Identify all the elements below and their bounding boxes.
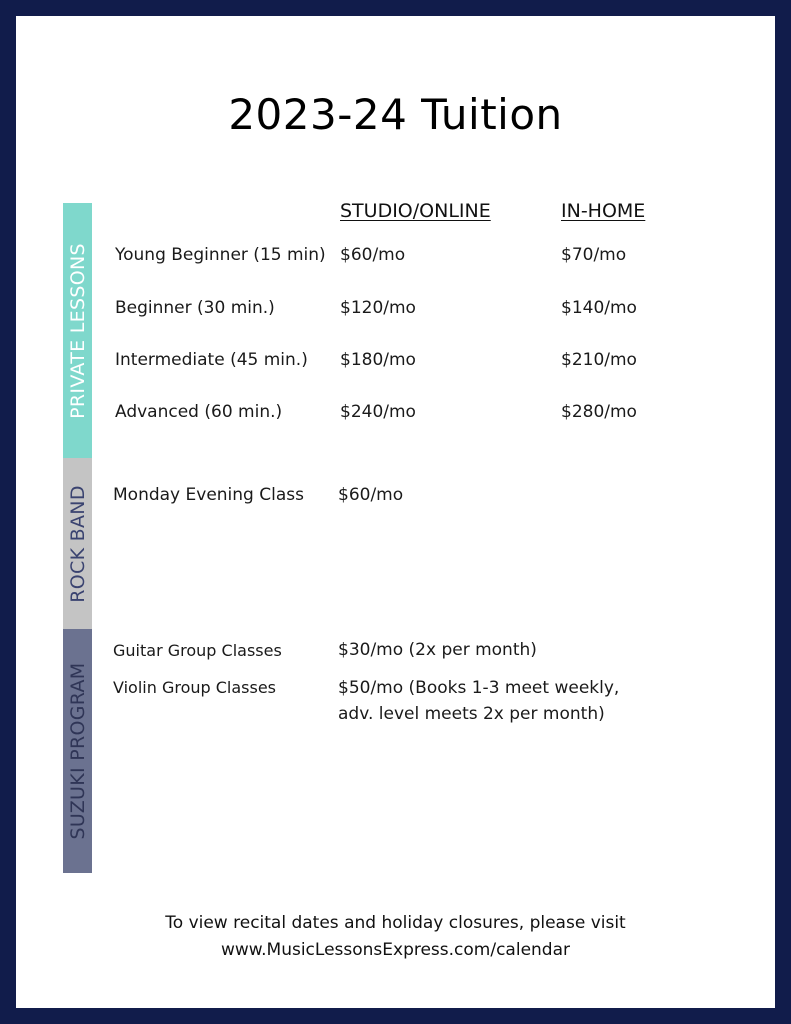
tuition-sheet — [16, 16, 775, 1008]
lesson-name: Young Beginner (15 min) — [115, 245, 326, 265]
lesson-name: Advanced (60 min.) — [115, 402, 283, 422]
price-in-home: $70/mo — [561, 245, 627, 265]
price-studio: $60/mo — [338, 485, 404, 505]
class-price: $30/mo (2x per month) — [338, 640, 537, 660]
class-price: $50/mo (Books 1-3 meet weekly, adv. level meets 2x per month) — [338, 678, 620, 724]
column-header-studio-online: STUDIO/ONLINE — [340, 200, 491, 222]
band-label-suzuki-program: SUZUKI PROGRAM — [66, 662, 89, 840]
band-label-private-lessons: PRIVATE LESSONS — [66, 242, 89, 419]
price-studio: $240/mo — [340, 402, 416, 422]
footer-note: To view recital dates and holiday closures, please visit — [165, 913, 626, 933]
band-label-rock-band: ROCK BAND — [66, 484, 89, 603]
band-suzuki-program — [63, 629, 92, 873]
band-rock-band — [63, 458, 92, 629]
price-studio: $60/mo — [340, 245, 406, 265]
price-studio: $180/mo — [340, 350, 416, 370]
calendar-link[interactable]: www.MusicLessonsExpress.com/calendar — [220, 940, 571, 960]
band-private-lessons — [63, 203, 92, 458]
price-studio: $120/mo — [340, 298, 416, 318]
page-title: 2023-24 Tuition — [228, 90, 563, 139]
price-in-home: $140/mo — [561, 298, 637, 318]
class-name: Violin Group Classes — [113, 678, 277, 697]
lesson-name: Beginner (30 min.) — [115, 298, 275, 318]
price-in-home: $280/mo — [561, 402, 637, 422]
price-in-home: $210/mo — [561, 350, 637, 370]
class-name: Guitar Group Classes — [113, 641, 282, 660]
column-header-in-home: IN-HOME — [561, 200, 646, 222]
lesson-name: Intermediate (45 min.) — [115, 350, 308, 370]
class-name: Monday Evening Class — [113, 485, 304, 505]
